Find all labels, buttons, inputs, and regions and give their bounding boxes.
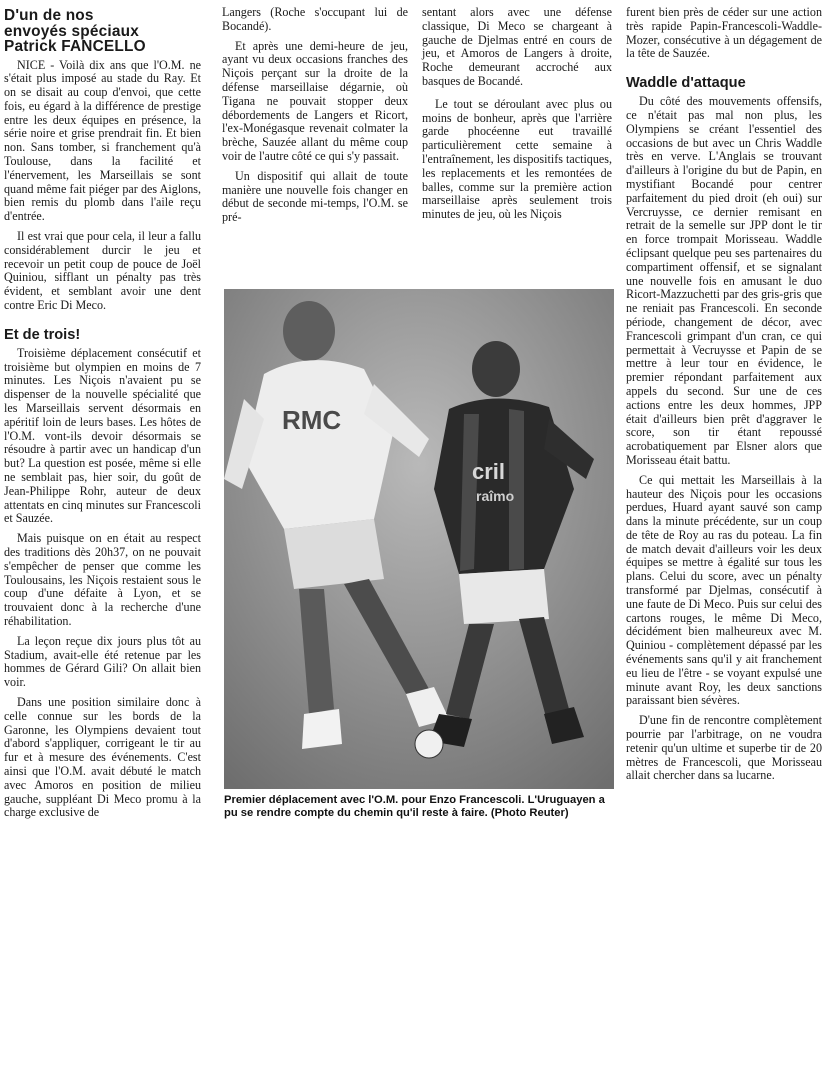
shirt-sponsor-left: RMC xyxy=(282,405,342,435)
article-column-2 xyxy=(222,6,408,231)
paragraph: Mais puisque on en était au respect des traditions dès 20h37, on ne pouvait s'empêcher de penser que comme les Toulousains, les Niçois restaient sous le coup d'une défaite à Lyon, et se trouvaient donc à la recherche d'une réhabilitation. xyxy=(4,531,201,628)
paragraph: Il est vrai que pour cela, il leur a fallu considérablement durcir le jeu et recevoir un petit coup de pouce de Joël Quiniou, sifflant un pénalty pas très évident, et semblant avoir une dent contre Eric Di Meco. xyxy=(4,229,201,313)
subheading-et-de-trois: Et de trois! xyxy=(4,326,81,343)
shirt-sponsor-right: cril xyxy=(472,459,506,484)
paragraph: NICE - Voilà dix ans que l'O.M. ne s'était plus imposé au stade du Ray. Et on se disait au coup d'envoi, que cette fois, eu égard à la différence de prestige entre les deux équipes en présence, la série noire et grise prendrait fin. Et bien non. Sans tomber, si franchement qu'à Toulouse, dans la facilité et l'énervement, les Marseillais se sont quand même fait piéger par des Aiglons, bien remis du plomb dans l'aile reçu d'entrée. xyxy=(4,57,201,224)
paragraph: Dans une position similaire donc à celle connue sur les bords de la Garonne, les Olympiens devaient tout d'abord s'appliquer, corrigeant le tir au fur et à mesure des événements. C'est ainsi que l'O.M. avait débuté le match avec Amoros en position de milieu gauche, suppléant Di Meco promu à la charge exclusive de xyxy=(4,694,201,820)
headline-line-1: D'un de nos xyxy=(4,7,94,24)
paragraph: Et après une demi-heure de jeu, ayant vu deux occasions franches des Niçois perçant sur la droite de la défense marseillaise dégarnie, où Tigana ne pouvait stopper deux débordements de Langers et Ricort, l'ex-Monégasque revenait colmater la brèche, Sauzée allant du même coup voir de l'autre côté ce qui s'y passait. xyxy=(222,38,408,163)
paragraph: Le tout se déroulant avec plus ou moins de bonheur, après que l'arrière garde phocéenne eut travaillé particulièrement cette semaine à l'entraînement, les dispositifs tactiques, les replacements et les remontées de balles, comme sur la première action marseillaise après seulement trois minutes de jeu, où les Niçois xyxy=(422,96,612,222)
photo-caption: Premier déplacement avec l'O.M. pour Enzo Francescoli. L'Uruguayen a pu se rendre compte du chemin qu'il reste à faire. (Photo Reuter) xyxy=(224,794,605,819)
byline-headline xyxy=(4,8,201,55)
paragraph: Langers (Roche s'occupant lui de Bocandé). xyxy=(222,5,408,33)
paragraph: Troisième déplacement consécutif et troisième but olympien en moins de 7 minutes. Les Niçois n'avaient pu se dispenser de la nouvelle spécialité que les Marseillais servent désormais en apéritif loin de leurs bases. Les hôtes de l'O.M. vont-ils devoir désormais se résoudre à partir avec un handicap d'un but? La question est posée, même si elle ne semblait pas, hier soir, du goût de Jean-Philippe Rohr, auteur de deux attentats en cinq minutes sur Francescoli et Sauzée. xyxy=(4,345,201,526)
match-photo xyxy=(224,289,614,789)
article-column-3 xyxy=(422,6,612,228)
subheading-waddle-dattaque: Waddle d'attaque xyxy=(626,75,746,92)
headline-line-2: envoyés spéciaux xyxy=(4,22,139,40)
paragraph: sentant alors avec une défense classique, Di Meco se chargeant à gauche de Djelmas entré en cours de jeu, et Amoros de Langers à droite, Roche demeurant accroché aux basques de Bocandé. xyxy=(422,5,612,88)
paragraph: Du côté des mouvements offensifs, ce n'était pas mal non plus, les Olympiens se créant l'essentiel des occasions de but avec un Chris Waddle très en verve. L'Anglais se trouvant d'ailleurs à l'origine du but de Papin, en mystifiant Bocandé pour centrer parfaitement du pied droit (eh oui) sur Vercruysse, ce dernier remisant en retrait de la semelle sur JPP dont le tir en force trompait Morisseau. Waddle éclipsant quelque peu ses partenaires du compartiment offensif, et se signalant une nouvelle fois en amusant le duo Ricort-Mazzuchetti par des gris-gris que ne reniait pas Francescoli. En seconde période, changement de décor, avec Francescoli grimpant d'un cran, ce qui permettait à Vecruysse et Papin de se mettre à leur tour en évidence, le premier répondant parfaitement aux appels du second. Sur une de ces actions entre les deux hommes, JPP était d'ailleurs bien prêt d'aggraver le score, son tir étant repoussé acrobatiquement par Elsner alors que Morisseau était battu. xyxy=(626,94,822,467)
paragraph: La leçon reçue dix jours plus tôt au Stadium, avait-elle été retenue par les hommes de Gérard Gili? On allait bien voir. xyxy=(4,633,201,690)
article-column-1 xyxy=(4,6,201,826)
paragraph: D'une fin de rencontre complètement pourrie par l'arbitrage, on ne voudra retenir qu'un ultime et superbe tir de 20 mètres de Francescoli, que Morisseau allait chercher dans sa lucarne. xyxy=(626,713,822,783)
shirt-sponsor-right-2: raîmo xyxy=(476,488,515,504)
article-column-4 xyxy=(626,6,822,789)
ball xyxy=(415,730,443,758)
paragraph: Ce qui mettait les Marseillais à la hauteur des Niçois pour les occasions perdues, Huard ayant sauvé son camp dans la minute précédente, sur un coup de tête de Roy au ras du poteau. La fin de match devait d'ailleurs voir les deux équipes se mettre à égalité sur tous les plans. Celui du score, avec un pénalty transformé par Djelmas, consécutif à une faute de Di Meco. Puis sur celui des cartons rouges, le même Di Meco, décidément bien malheureux avec M. Quiniou - complètement dépassé par les événements sans qu'il y ait franchement eu lieu de l'être - se voyant expulsé une minute avant Roy, les deux sanctions paraissant bien sévères. xyxy=(626,472,822,708)
paragraph: Un dispositif qui allait de toute manière une nouvelle fois changer en début de seconde mi-temps, l'O.M. se pré- xyxy=(222,168,408,225)
headline-line-3: Patrick FANCELLO xyxy=(4,38,146,55)
photo-illustration xyxy=(224,289,614,789)
paragraph: furent bien près de céder sur une action très rapide Papin-Francescoli-Waddle-Mozer, consécutive à un dégagement de la tête de Sauzée. xyxy=(626,5,822,61)
